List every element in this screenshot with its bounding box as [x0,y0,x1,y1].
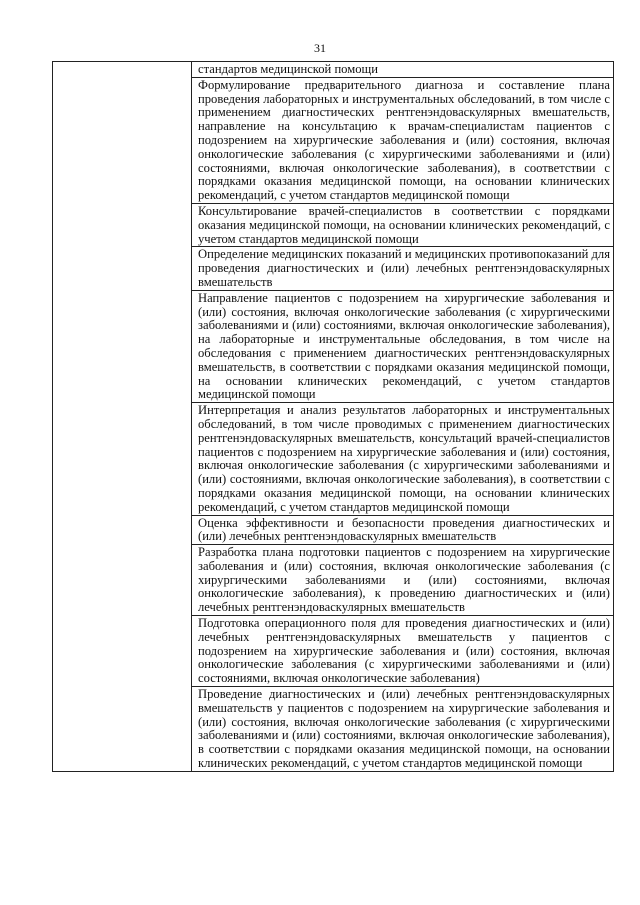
labor-functions-table [52,61,614,772]
table-cell: Интерпретация и анализ результатов лабораторных и инструментальных обследований, в том числе проводимых с применением диагностических рентгенэндоваскулярных вмешательств, консультаций врачей-специалистов пациентов с подозрением на хирургические заболевания и (или) состояния, включая онкологические заболевания (с хирургическими заболеваниями и (или) состояниями, включая онкологические заболевания), в соответствии с порядками оказания медицинской помощи, на основании клинических рекомендаций, с учетом стандартов медицинской помощи [192,403,614,515]
table-cell: Подготовка операционного поля для проведения диагностических и (или) лечебных рентгенэндоваскулярных вмешательств у пациентов с подозрением на хирургические заболевания и (или) состояния, включая онкологические заболевания (с хирургическими заболеваниями и (или) состояниями, включая онкологические заболевания) [192,616,614,687]
page-number: 31 [314,41,326,55]
table-cell: Формулирование предварительного диагноза и составление плана проведения лабораторных и инструментальных обследований, в том числе с применением диагностических рентгенэндоваскулярных вмешательств, направление на консультацию к врачам-специалистам пациентов с подозрением на хирургические заболевания и (или) состояния, включая онкологические заболевания (с хирургическими заболеваниями и (или) состояниями, включая онкологические заболевания), в соответствии с порядками оказания медицинской помощи, на основании клинических рекомендаций, с учетом стандартов медицинской помощи [192,77,614,203]
table-cell: Консультирование врачей-специалистов в соответствии с порядками оказания медицинской помощи, на основании клинических рекомендаций, с учетом стандартов медицинской помощи [192,203,614,246]
table-cell: стандартов медицинской помощи [192,62,614,78]
table-cell: Оценка эффективности и безопасности проведения диагностических и (или) лечебных рентгенэндоваскулярных вмешательств [192,515,614,545]
label-column [53,62,192,772]
table-cell: Проведение диагностических и (или) лечебных рентгенэндоваскулярных вмешательств у пациентов с подозрением на хирургические заболевания и (или) состояния, включая онкологические заболевания (с хирургическими заболеваниями и (или) состояниями, включая онкологические заболевания), в соответствии с порядками оказания медицинской помощи, на основании клинических рекомендаций, с учетом стандартов медицинской помощи [192,687,614,772]
table-cell: Определение медицинских показаний и медицинских противопоказаний для проведения диагностических и (или) лечебных рентгенэндоваскулярных вмешательств [192,247,614,290]
table-cell: Направление пациентов с подозрением на хирургические заболевания и (или) состояния, включая онкологические заболевания (с хирургическими заболеваниями и (или) состояниями, включая онкологические заболевания), на лабораторные и инструментальные обследования, в том числе на обследования с применением диагностических рентгенэндоваскулярных вмешательств, в соответствии с порядками оказания медицинской помощи, на основании клинических рекомендаций, с учетом стандартов медицинской помощи [192,290,614,402]
table-row [53,62,614,78]
table-cell: Разработка плана подготовки пациентов с подозрением на хирургические заболевания и (или) состояния, включая онкологические заболевания (с хирургическими заболеваниями и (или) состояниями, включая онкологические заболевания), к проведению диагностических и (или) лечебных рентгенэндоваскулярных вмешательств [192,545,614,616]
